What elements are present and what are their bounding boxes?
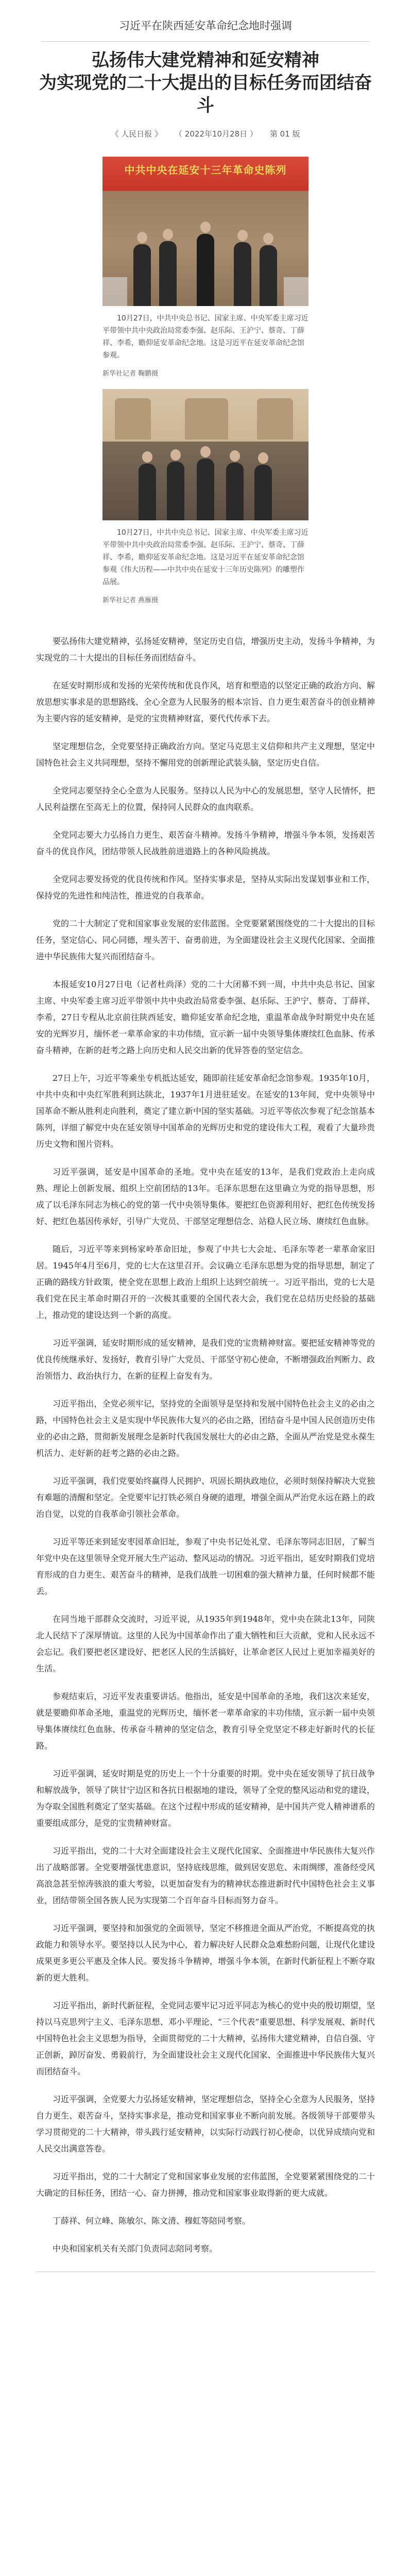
person-figure xyxy=(139,464,156,520)
photo-caption: 10月27日，中共中央总书记、国家主席、中央军委主席习近平带领中共中央政治局常委李强、赵乐际、王沪宁、蔡奇、丁薛祥、李希，瞻仰延安革命纪念地。这是习近平在延安革命纪念馆参观。 xyxy=(102,314,308,360)
body-paragraph: 在同当地干部群众交流时，习近平说，从1935年到1948年，党中央在陕北13年，同陕北人民结下了深厚情谊。这里的人民为中国革命作出了重大牺牲和巨大贡献，党和人民永远不会忘记。我们要把老区建设好、把老区人民的生活搞好，让革命老区人民过上更加幸福美好的生活。 xyxy=(36,1614,375,1673)
person-figure xyxy=(254,465,272,520)
body-paragraph: 党的二十大制定了党和国家事业发展的宏伟蓝图。全党要紧紧围绕党的二十大提出的目标任务，坚定信心、同心同德，埋头苦干、奋勇前进，为全面建设社会主义现代化国家、全面推进中华民族伟大复兴而团结奋斗。 xyxy=(36,919,375,961)
body-paragraph: 27日上午，习近平等乘坐专机抵达延安，随即前往延安革命纪念馆参观。1935年10月，中共中央和中央红军胜利到达陕北，1937年1月进驻延安。在延安的13年间，党中央领导中国革命不断从胜利走向胜利，奠定了建立新中国的坚实基础。习近平等依次参观了纪念馆基本陈列，详细了解党中央在延安领导中国革命的光辉历史和党的建设伟大工程，观看了大量珍贵历史文物和图片资料。 xyxy=(36,1073,375,1149)
display-case xyxy=(102,277,127,306)
display-case xyxy=(284,277,308,306)
person-figure xyxy=(197,234,214,306)
headline xyxy=(36,49,375,117)
person-figure xyxy=(167,462,184,520)
body-paragraph: 习近平强调，延安时期形成的延安精神，是我们党的宝贵精神财富。要把延安精神等党的优良传统继承好、发扬好，教育引导广大党员、干部坚守初心使命，不断增强政治判断力、政治领悟力、政治执行力，在新的征程上奋发有为。 xyxy=(36,1338,375,1381)
sculpture xyxy=(257,398,293,439)
body-paragraph: 习近平等还来到延安枣园革命旧址，参观了中央书记处礼堂、毛泽东等同志旧居，了解当年党中央在这里领导全党开展大生产运动、整风运动的情况。习近平指出，延安时期我们党培育形成的自力更生、艰苦奋斗的精神，是我们战胜一切困难的强大精神力量，任何时候都不能丢。 xyxy=(36,1537,375,1596)
article-meta xyxy=(36,128,375,139)
body-paragraph: 在延安时期形成和发扬的光荣传统和优良作风，培育和塑造的以坚定正确的政治方向、解放思想实事求是的思想路线、全心全意为人民服务的根本宗旨、自力更生艰苦奋斗的创业精神为主要内容的延安精神，是党的宝贵精神财富，要代代传承下去。 xyxy=(36,681,375,723)
page-label: 第 01 版 xyxy=(269,129,300,139)
article-body xyxy=(36,633,375,2257)
body-paragraph: 习近平指出，新时代新征程，全党同志要牢记习近平同志为核心的党中央的殷切期望，坚持以马克思列宁主义、毛泽东思想、邓小平理论、“三个代表”重要思想、科学发展观、新时代中国特色社会主义思想为指导，全面贯彻党的二十大精神，弘扬伟大建党精神，自信自强、守正创新，踔厉奋发、勇毅前行，为全面建设社会主义现代化国家、全面推进中华民族伟大复兴而团结奋斗。 xyxy=(36,2001,375,2076)
kicker-title: 习近平在陕西延安革命纪念地时强调 xyxy=(119,20,292,32)
body-paragraph: 习近平指出，全党必须牢记，坚持党的全面领导是坚持和发展中国特色社会主义的必由之路，中国特色社会主义是实现中华民族伟大复兴的必由之路，团结奋斗是中国人民创造历史伟业的必由之路，贯彻新发展理念是新时代我国发展壮大的必由之路，全面从严治党是党永葆生机活力、走好新的赶考之路的必由之路。 xyxy=(36,1399,375,1458)
photo-museum-visit xyxy=(102,157,308,306)
body-paragraph: 习近平强调，延安是中国革命的圣地。党中央在延安的13年，是我们党政治上走向成熟、理论上创新发展、组织上空前团结的13年。毛泽东思想在这里确立为党的指导思想，形成了以毛泽东同志为核心的党的第一代中央领导集体。要把红色资源利用好、把红色传统发扬好、把红色基因传承好，引导广大党员、干部坚定理想信念、站稳人民立场、赓续红色血脉。 xyxy=(36,1167,375,1226)
kicker-divider xyxy=(41,41,370,42)
body-paragraph: 中央和国家机关有关部门负责同志陪同考察。 xyxy=(53,2244,218,2253)
body-paragraph: 全党同志要坚持全心全意为人民服务。坚持以人民为中心的发展思想，坚守人民情怀，把人民利益摆在至高无上的位置，保持同人民群众的血肉联系。 xyxy=(36,786,375,812)
body-paragraph: 习近平指出，党的二十大对全面建设社会主义现代化国家、全面推进中华民族伟大复兴作出了战略部署。全党要增强忧患意识，坚持底线思维，做到居安思危、未雨绸缪，准备经受风高浪急甚至惊涛骇浪的重大考验，以更加奋发有为的精神状态推进新时代中国特色社会主义事业，团结带领全国各族人民为实现第二个百年奋斗目标而努力奋斗。 xyxy=(36,1846,375,1905)
photo-credit: 新华社记者 燕雁摄 xyxy=(102,597,159,604)
body-paragraph: 全党同志要发扬党的优良传统和作风。坚持实事求是，坚持从实际出发谋划事业和工作，保持党的先进性和纯洁性，推进党的自我革命。 xyxy=(36,874,375,901)
source-label: 《 人民日报 》 xyxy=(111,129,163,139)
sculpture xyxy=(115,398,151,439)
body-paragraph: 习近平指出，党的二十大制定了党和国家事业发展的宏伟蓝图，全党要紧紧围绕党的二十大确定的目标任务，团结一心、奋力拼搏，推动党和国家事业取得新的更大成就。 xyxy=(36,2172,375,2198)
body-paragraph: 习近平强调，要坚持和加强党的全面领导，坚定不移推进全面从严治党，不断提高党的执政能力和领导水平。要坚持以人民为中心，着力解决好人民群众急难愁盼问题，让现代化建设成果更多更公平惠及全体人民。要发扬斗争精神，增强斗争本领，在新时代新征程上不断夺取新的更大胜利。 xyxy=(36,1923,375,1982)
person-figure xyxy=(159,241,177,306)
body-paragraph: 坚定理想信念，全党要坚持正确政治方向。坚定马克思主义信仰和共产主义理想，坚定中国特色社会主义共同理想，坚持不懈用党的创新理论武装头脑，坚定历史自信。 xyxy=(36,741,375,768)
person-figure xyxy=(260,245,277,306)
photo-caption: 10月27日，中共中央总书记、国家主席、中央军委主席习近平带领中共中央政治局常委李强、赵乐际、王沪宁、蔡奇、丁薛祥、李希，瞻仰延安革命纪念地。这是习近平在延安革命纪念馆参观《伟大历程——中共中央在延安十三年历史陈列》的雕塑作品展。 xyxy=(102,529,308,586)
body-paragraph: 全党同志要大力弘扬自力更生、艰苦奋斗精神。发扬斗争精神，增强斗争本领，发扬艰苦奋斗的优良作风，团结带领人民战胜前进道路上的各种风险挑战。 xyxy=(36,830,375,856)
date-label: （ 2022年10月28日 ） xyxy=(175,129,258,139)
photo-banner: 中共中央在延安十三年革命史陈列 xyxy=(124,164,287,176)
person-figure xyxy=(226,463,244,520)
body-paragraph: 要弘扬伟大建党精神，弘扬延安精神，坚定历史自信，增强历史主动，发扬斗争精神，为实现党的二十大提出的目标任务而团结奋斗。 xyxy=(36,636,375,663)
body-paragraph: 习近平强调，延安时期是党的历史上一个十分重要的时期。党中央在延安领导了抗日战争和解放战争，领导了陕甘宁边区和各抗日根据地的建设，领导了全党的整风运动和党的建设，为夺取全国胜利奠定了坚实基础。在这个过程中形成的延安精神，是中国共产党人精神谱系的重要组成部分，是党的宝贵精神财富。 xyxy=(36,1769,375,1828)
person-figure xyxy=(197,459,214,520)
body-paragraph: 丁薛祥、何立峰、陈敏尔、陈文清、穆虹等陪同考察。 xyxy=(53,2216,251,2226)
person-figure xyxy=(133,244,151,306)
sculpture xyxy=(185,398,228,439)
headline-line-1: 弘扬伟大建党精神和延安精神 xyxy=(92,50,319,71)
person-figure xyxy=(234,242,251,306)
photo-credit: 新华社记者 鞠鹏摄 xyxy=(102,370,159,378)
body-paragraph: 习近平强调，我们党要始终赢得人民拥护、巩固长期执政地位，必须时刻保持解决大党独有难题的清醒和坚定。全党要牢记打铁必须自身硬的道理，增强全面从严治党永远在路上的政治自觉，以党的自我革命引领社会革命。 xyxy=(36,1476,375,1519)
body-paragraph: 本报延安10月27日电（记者杜尚泽）党的二十大闭幕不到一周，中共中央总书记、国家主席、中央军委主席习近平带领中共中央政治局常委李强、赵乐际、王沪宁、蔡奇、丁薛祥、李希，27日专程从北京前往陕西延安，瞻仰延安革命纪念地，重温革命战争时期党中央在延安的光辉岁月，缅怀老一辈革命家的丰功伟绩，宣示新一届中央领导集体赓续红色血脉、传承奋斗精神，在新的赶考之路上向历史和人民交出新的优异答卷的坚定信念。 xyxy=(36,979,375,1055)
headline-line-2: 为实现党的二十大提出的目标任务而团结奋斗 xyxy=(39,73,372,116)
body-paragraph: 随后，习近平等来到杨家岭革命旧址，参观了中共七大会址、毛泽东等老一辈革命家旧居。1945年4月至6月，党的七大在这里召开。会议确立毛泽东思想为党的指导思想，制定了正确的路线方针政策，使全党在思想上政治上组织上达到空前统一。习近平指出，党的七大是我们党在民主革命时期召开的一次极其重要的全国代表大会，我们党在总结历史经验的基础上，推动党的建设达到一个新的高度。 xyxy=(36,1244,375,1320)
body-paragraph: 习近平强调，全党要大力弘扬延安精神，坚定理想信念，坚持全心全意为人民服务，坚持自力更生、艰苦奋斗，坚持实事求是，推动党和国家事业不断向前发展。各级领导干部要带头学习贯彻党的二十大精神，带头践行延安精神，以实际行动践行初心使命，以优异成绩向党和人民交出满意答卷。 xyxy=(36,2094,375,2154)
body-paragraph: 参观结束后，习近平发表重要讲话。他指出，延安是中国革命的圣地，我们这次来延安，就是要瞻仰革命圣地，重温党的光辉历史，缅怀老一辈革命家的丰功伟绩，宣示新一届中央领导集体赓续红色血脉、传承奋斗精神的坚定信念，教育引导全党坚定不移走好新时代的长征路。 xyxy=(36,1691,375,1751)
photo-sculpture-exhibit xyxy=(102,389,308,520)
